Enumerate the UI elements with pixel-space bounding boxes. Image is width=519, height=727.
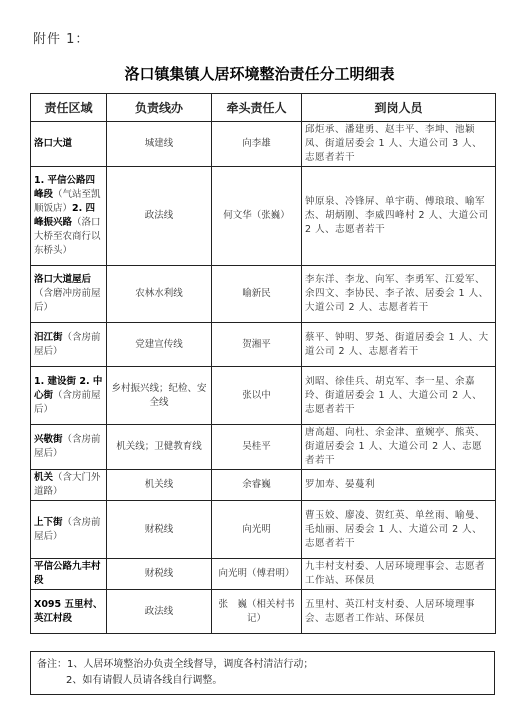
leader-cell: 张 巍（相关村书记） <box>212 590 302 634</box>
area-name: 兴敬街 <box>34 434 63 445</box>
office-cell: 农林水利线 <box>107 266 212 323</box>
area-cell <box>31 167 107 266</box>
area-name: 洛口大道屋后 <box>34 274 92 285</box>
leader-cell: 向光明（傅君明） <box>212 559 302 590</box>
office-cell: 乡村振兴线；纪检、安全线 <box>107 367 212 425</box>
area-note: （含房前屋后） <box>34 434 101 459</box>
staff-cell: 邱炬承、潘建勇、赵丰平、李坤、池颖凤、街道居委会 1 人、大道公司 3 人、志愿者若干 <box>302 122 496 167</box>
leader-cell: 向李雄 <box>212 122 302 167</box>
area-name: 平信公路九丰村段 <box>34 561 101 586</box>
attachment-label: 附件 1： <box>33 32 90 47</box>
staff-cell: 罗加寿、晏蔓利 <box>302 470 496 501</box>
office-cell: 机关线 <box>107 470 212 501</box>
area-cell <box>31 122 107 167</box>
area-name: 汨江街 <box>34 331 63 343</box>
area-name: 机关 <box>34 472 54 483</box>
leader-cell: 贺湘平 <box>212 323 302 367</box>
leader-cell: 向光明 <box>212 501 302 559</box>
area-note-2: （洛口大桥至农商行以东桥头） <box>34 217 101 256</box>
staff-cell: 刘昭、徐佳兵、胡克军、李一星、余嘉玲、街道居委会 1 人、大道公司 2 人、志愿者若干 <box>302 367 496 425</box>
table-row <box>31 590 496 634</box>
area-note: （气站至凯顺饭店） <box>34 189 101 214</box>
area-name-2: 2. 四峰振兴路 <box>34 203 96 228</box>
area-note: （含房前屋后） <box>34 516 101 542</box>
leader-cell: 喻新民 <box>212 266 302 323</box>
staff-cell: 九丰村支村委、人居环境理事会、志愿者工作站、环保员 <box>302 559 496 590</box>
table-row <box>31 167 496 266</box>
area-cell <box>31 425 107 470</box>
table-row <box>31 367 496 425</box>
header-area: 责任区域 <box>31 94 107 122</box>
footnote-line-1: 备注：1、人居环境整治办负责全线督导，调度各村清洁行动； <box>37 659 314 670</box>
table-row <box>31 323 496 367</box>
table-row <box>31 470 496 501</box>
footnote-line-2: 2、如有请假人员请各线自行调整。 <box>66 675 223 686</box>
office-cell: 党建宣传线 <box>107 323 212 367</box>
table-row <box>31 266 496 323</box>
office-cell: 城建线 <box>107 122 212 167</box>
leader-cell: 何文华（张巍） <box>212 167 302 266</box>
header-staff: 到岗人员 <box>302 94 496 122</box>
office-cell: 财税线 <box>107 501 212 559</box>
leader-cell: 张以中 <box>212 367 302 425</box>
staff-cell: 钟原泉、冷锋屏、单宇萌、傅琅琅、喻军杰、胡炳刚、李威四峰村 2 人、大道公司 2 人、志愿者若干 <box>302 167 496 266</box>
area-cell <box>31 266 107 323</box>
leader-cell: 吴桂平 <box>212 425 302 470</box>
table-header <box>31 94 496 122</box>
responsibility-table <box>30 93 496 634</box>
area-name: 1. 建设街 2. 中心街 <box>34 375 103 401</box>
footnote-box <box>30 651 495 695</box>
area-cell <box>31 470 107 501</box>
staff-cell: 曹玉姣、廖凌、贺红英、单丝雨、喻曼、毛灿丽、居委会 1 人、大道公司 2 人、志愿者若干 <box>302 501 496 559</box>
staff-cell: 唐高超、向杜、余金津、童婉亭、熊英、街道居委会 1 人、大道公司 2 人、志愿者若干 <box>302 425 496 470</box>
area-cell <box>31 367 107 425</box>
header-row <box>31 94 496 122</box>
area-cell <box>31 501 107 559</box>
staff-cell: 李东洋、李龙、向军、李勇军、江爱军、余四文、李协民、李子浓、居委会 1 人、大道公司 2 人、志愿者若干 <box>302 266 496 323</box>
area-cell <box>31 590 107 634</box>
area-note: （含房前屋后） <box>34 331 101 357</box>
table-row <box>31 425 496 470</box>
leader-cell: 余睿巍 <box>212 470 302 501</box>
area-note: （含磨冲房前屋后） <box>34 288 101 313</box>
area-name: X095 五里村、英江村段 <box>34 598 103 624</box>
area-cell <box>31 559 107 590</box>
area-note: （含大门外道路） <box>34 472 101 497</box>
area-name: 1. 平信公路四峰段 <box>34 175 96 200</box>
header-leader: 牵头责任人 <box>212 94 302 122</box>
office-cell: 政法线 <box>107 167 212 266</box>
table-row <box>31 559 496 590</box>
staff-cell: 蔡平、钟明、罗尧、街道居委会 1 人、大道公司 2 人、志愿者若干 <box>302 323 496 367</box>
area-name: 洛口大道 <box>34 138 73 149</box>
office-cell: 政法线 <box>107 590 212 634</box>
table-row <box>31 122 496 167</box>
header-office: 负责线办 <box>107 94 212 122</box>
office-cell: 机关线；卫健教育线 <box>107 425 212 470</box>
table-row <box>31 501 496 559</box>
office-cell: 财税线 <box>107 559 212 590</box>
area-note: （含房前屋后） <box>34 389 101 415</box>
area-cell <box>31 323 107 367</box>
area-name: 上下街 <box>34 516 63 528</box>
document-title: 洛口镇集镇人居环境整治责任分工明细表 <box>124 65 395 83</box>
staff-cell: 五里村、英江村支村委、人居环境理事会、志愿者工作站、环保员 <box>302 590 496 634</box>
